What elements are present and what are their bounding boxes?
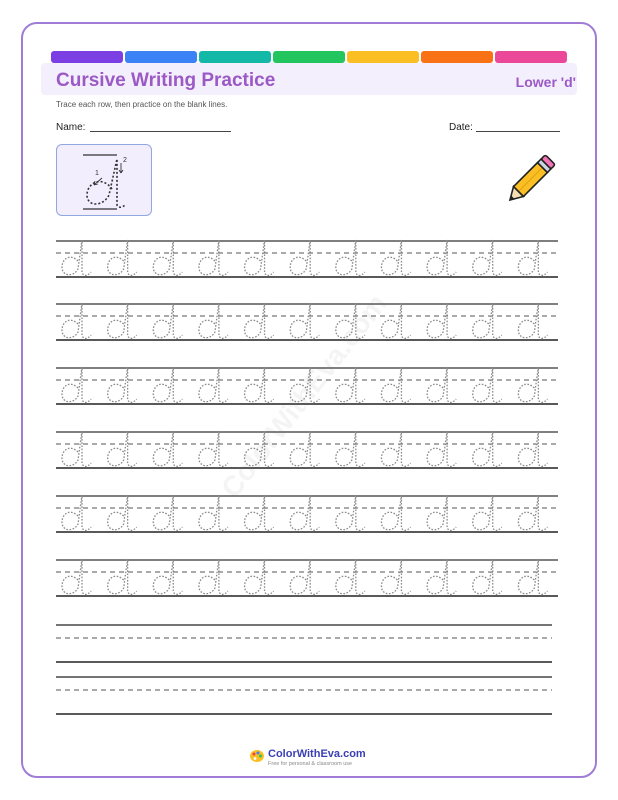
trace-letter-d: [518, 240, 547, 275]
trace-letter-d: [473, 367, 502, 402]
trace-letter-d: [473, 303, 502, 338]
name-label: Name:: [56, 122, 86, 133]
trace-letter-d: [199, 240, 228, 275]
footer-brand[interactable]: [268, 748, 366, 760]
trace-letter-d: [381, 240, 410, 275]
trace-letter-d: [290, 559, 319, 594]
trace-letter-d: [336, 559, 365, 594]
trace-letter-d: [108, 240, 137, 275]
trace-letter-d: [518, 431, 547, 466]
trace-letter-d: [518, 559, 547, 594]
trace-letter-d: [153, 303, 182, 338]
trace-letter-d: [381, 495, 410, 530]
instructions: Trace each row, then practice on the blank lines.: [56, 100, 228, 109]
trace-letter-d: [427, 431, 456, 466]
stroke-number-2: 2: [123, 157, 127, 164]
trace-letter-d: [108, 559, 137, 594]
trace-letter-d: [108, 367, 137, 402]
stroke-number-1: 1: [95, 170, 99, 177]
trace-letter-d: [473, 240, 502, 275]
trace-letter-d: [245, 495, 274, 530]
trace-letter-d: [473, 495, 502, 530]
trace-letter-d: [108, 495, 137, 530]
trace-letter-d: [245, 367, 274, 402]
trace-letter-d: [518, 303, 547, 338]
trace-letter-d: [199, 303, 228, 338]
trace-letter-d: [199, 559, 228, 594]
trace-letter-d: [290, 303, 319, 338]
trace-letter-d: [199, 367, 228, 402]
trace-letter-d: [62, 367, 91, 402]
trace-letter-d: [427, 240, 456, 275]
trace-letter-d: [473, 431, 502, 466]
trace-letter-d: [62, 495, 91, 530]
trace-letter-d: [381, 559, 410, 594]
trace-letter-d: [108, 303, 137, 338]
trace-letter-d: [427, 303, 456, 338]
trace-letter-d: [290, 240, 319, 275]
letter-tag: Lower 'd': [515, 74, 576, 90]
trace-letter-d: [427, 559, 456, 594]
trace-letter-d: [62, 240, 91, 275]
trace-letter-d: [153, 240, 182, 275]
trace-letter-d: [473, 559, 502, 594]
trace-letter-d: [427, 495, 456, 530]
trace-letter-d: [245, 303, 274, 338]
palette-logo-icon: [249, 749, 265, 763]
trace-letter-d: [336, 431, 365, 466]
watermark: ColorWithEva.com: [215, 288, 393, 504]
trace-letter-d: [381, 367, 410, 402]
trace-letter-d: [62, 303, 91, 338]
trace-letter-d: [62, 559, 91, 594]
trace-letter-d: [518, 367, 547, 402]
trace-letter-d: [245, 240, 274, 275]
trace-letter-d: [381, 431, 410, 466]
footer-brand-suffix: Eva.com: [320, 748, 366, 760]
trace-letter-d: [153, 367, 182, 402]
trace-letter-d: [62, 431, 91, 466]
trace-letter-d: [518, 495, 547, 530]
trace-letter-d: [153, 495, 182, 530]
trace-letter-d: [336, 495, 365, 530]
trace-letter-d: [245, 559, 274, 594]
trace-letter-d: [336, 240, 365, 275]
trace-letter-d: [427, 367, 456, 402]
trace-letter-d: [153, 559, 182, 594]
trace-letter-d: [290, 431, 319, 466]
trace-letter-d: [199, 495, 228, 530]
trace-letter-d: [153, 431, 182, 466]
footer-tagline: Free for personal & classroom use: [268, 761, 353, 767]
footer-brand-prefix: ColorWith: [268, 748, 321, 760]
page-title: Cursive Writing Practice: [56, 70, 276, 91]
trace-letter-d: [108, 431, 137, 466]
trace-letter-d: [290, 495, 319, 530]
date-label: Date:: [449, 122, 473, 133]
trace-letter-d: [199, 431, 228, 466]
